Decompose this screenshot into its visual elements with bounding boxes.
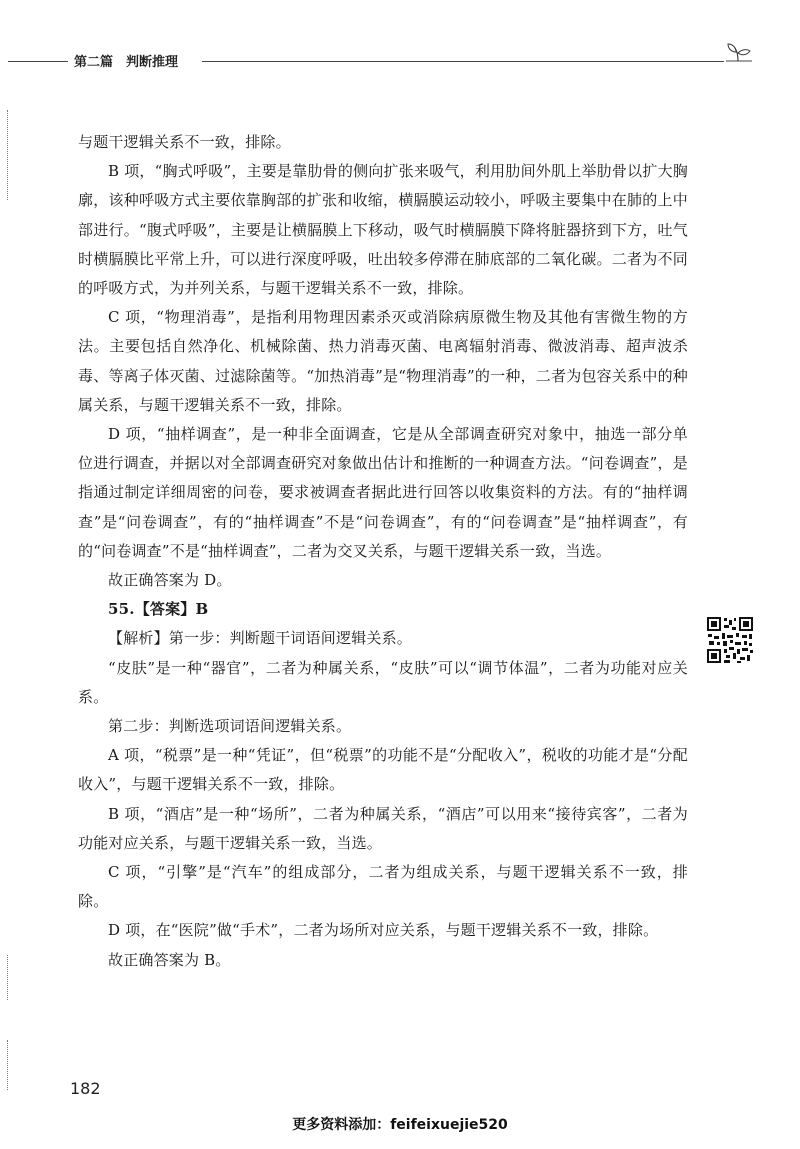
paragraph: B 项，“胸式呼吸”，主要是靠肋骨的侧向扩张来吸气，利用肋间外肌上举肋骨以扩大胸廓，该种呼吸方式主要依靠胸部的扩张和收缩，横膈膜运动较小，呼吸主要集中在肺的上中部进行。“腹式呼吸”，主要是让横膈膜上下移动，吸气时横膈膜下降将脏器挤到下方，吐气时横膈膜比平常上升，可以进行深度呼吸，吐出较多停滞在肺底部的二氧化碳。二者为不同的呼吸方式，为并列关系，与题干逻辑关系不一致，排除。 <box>78 162 688 298</box>
header-title: 第二篇 判断推理 <box>74 55 179 70</box>
paragraph: 故正确答案为 B。 <box>108 950 231 969</box>
qr-code-icon[interactable] <box>706 616 754 664</box>
paragraph: A 项，“税票”是一种“凭证”，但“税票”的功能不是“分配收入”，税收的功能才是“分配收入”，与题干逻辑关系不一致，排除。 <box>78 746 688 794</box>
answer-explanation-body <box>78 128 688 975</box>
paragraph: B 项，“酒店”是一种“场所”，二者为种属关系，“酒店”可以用来“接待宾客”，二者为功能对应关系，与题干逻辑关系一致，当选。 <box>78 804 688 852</box>
header-rule-right <box>202 61 724 62</box>
footer-contact-note: 更多资料添加：feifeixuejie520 <box>292 1117 508 1133</box>
analysis-heading: 【解析】第一步：判断题干词语间逻辑关系。 <box>108 629 413 648</box>
paragraph: 故正确答案为 D。 <box>108 571 232 590</box>
margin-dotted-line <box>7 955 9 1000</box>
margin-dotted-line <box>7 1040 9 1090</box>
paragraph: D 项，在“医院”做“手术”，二者为场所对应关系，与题干逻辑关系不一致，排除。 <box>108 921 659 940</box>
paragraph: C 项，“物理消毒”，是指利用物理因素杀灭或消除病原微生物及其他有害微生物的方法。主要包括自然净化、机械除菌、热力消毒灭菌、电离辐射消毒、微波消毒、超声波杀毒、等离子体灭菌、过滤除菌等。“加热消毒”是“物理消毒”的一种，二者为包容关系中的种属关系，与题干逻辑关系不一致，排除。 <box>78 308 688 414</box>
paragraph: 与题干逻辑关系不一致，排除。 <box>78 133 291 151</box>
page-header <box>0 48 800 72</box>
paragraph: 第二步：判断选项词语间逻辑关系。 <box>108 717 352 736</box>
paragraph: D 项，“抽样调查”，是一种非全面调查，它是从全部调查研究对象中，抽选一部分单位进行调查，并据以对全部调查研究对象做出估计和推断的一种调查方法。“问卷调查”，是指通过制定详细周密的问卷，要求被调查者据此进行回答以收集资料的方法。有的“抽样调查”是“问卷调查”，有的“抽样调查”不是“问卷调查”，有的“问卷调查”是“抽样调查”，有的“问卷调查”不是“抽样调查”，二者为交叉关系，与题干逻辑关系一致，当选。 <box>78 425 688 560</box>
paragraph: C 项，“引擎”是“汽车”的组成部分，二者为组成关系，与题干逻辑关系不一致，排除。 <box>78 863 688 911</box>
header-rule-left <box>8 61 68 62</box>
margin-dotted-line <box>7 110 9 200</box>
paragraph: “皮肤”是一种“器官”，二者为种属关系，“皮肤”可以“调节体温”，二者为功能对应关系。 <box>78 658 688 706</box>
sprout-leaf-icon <box>722 40 756 68</box>
page-number: 182 <box>70 1079 101 1098</box>
answer-heading: 55.【答案】B <box>108 600 209 619</box>
